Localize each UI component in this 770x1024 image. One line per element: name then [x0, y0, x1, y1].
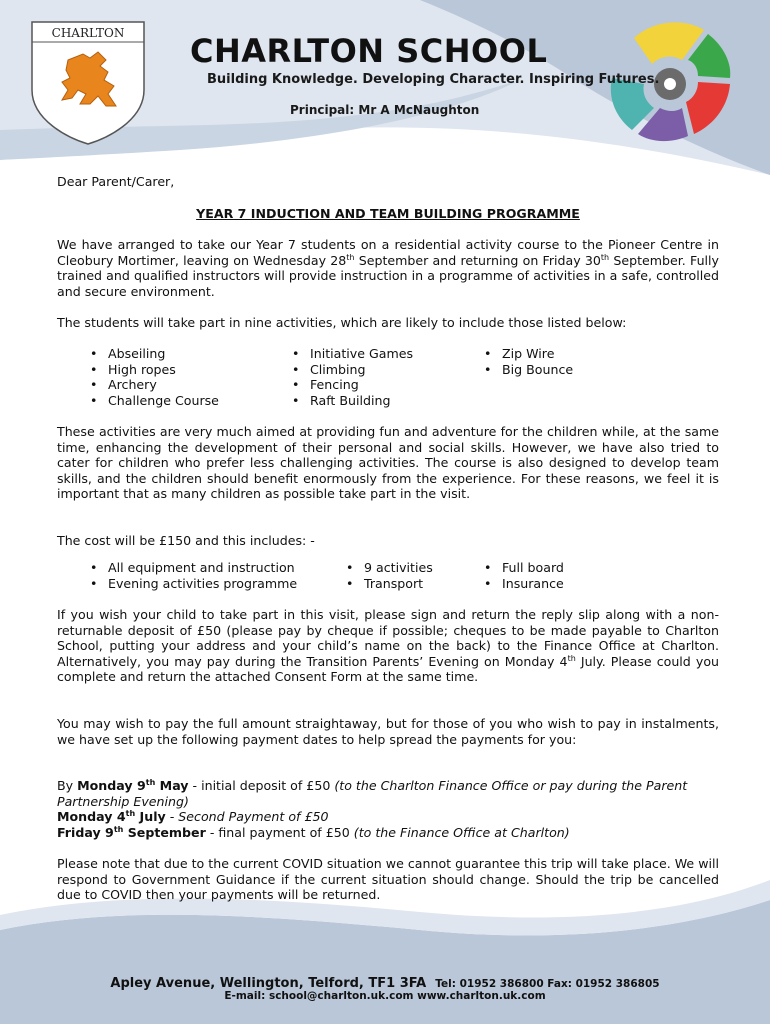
school-name: CHARLTON SCHOOL [190, 32, 548, 70]
activities-list-3 [482, 346, 573, 377]
list-item: • Insurance [482, 576, 564, 592]
includes-list-1 [88, 560, 297, 591]
letter-heading: YEAR 7 INDUCTION AND TEAM BUILDING PROGRAMME [196, 206, 580, 221]
includes-list-3 [482, 560, 564, 591]
list-item: • Evening activities programme [88, 576, 297, 592]
list-item: • Full board [482, 560, 564, 576]
footer-phone: Tel: 01952 386800 Fax: 01952 386805 [435, 978, 660, 990]
salutation: Dear Parent/Carer, [57, 174, 175, 189]
list-item: • Zip Wire [482, 346, 573, 362]
list-item: • Climbing [290, 362, 413, 378]
list-item: • Fencing [290, 377, 413, 393]
footer-address-line [0, 976, 770, 991]
paragraph-instalments: You may wish to pay the full amount straightaway, but for those of you who wish to pay in instalments, we have set up the following payment dates to help spread the payments for you: [57, 716, 719, 747]
paragraph-intro: We have arranged to take our Year 7 students on a residential activity course to the Pioneer Centre in Cleobury Mortimer, leaving on Wednesday 28th September and returning on Friday 30th September. Fully trained and qualified instructors will provide instruction in a programme of activities in a safe, controlled and secure environment. [57, 237, 719, 299]
paragraph-reply: If you wish your child to take part in this visit, please sign and return the reply slip along with a non-returnable deposit of £50 (please pay by cheque if possible; cheques to be made payable to Charlton School, putting your address and your child’s name on the back) to the Finance Office at Charlton. Alternatively, you may pay during the Transition Parents’ Evening on Monday 4th July. Please could you complete and return the attached Consent Form at the same time. [57, 607, 720, 685]
list-item: • 9 activities [344, 560, 433, 576]
includes-list-2 [344, 560, 433, 591]
list-item: • Big Bounce [482, 362, 573, 378]
school-crest-logo [28, 20, 148, 145]
paragraph-cost: The cost will be £150 and this includes: - [57, 533, 315, 548]
list-item: • Abseiling [88, 346, 219, 362]
paragraph-activities-intro: The students will take part in nine activities, which are likely to include those listed below: [57, 315, 627, 330]
activities-list-1 [88, 346, 219, 408]
principal-name: Principal: Mr A McNaughton [290, 103, 480, 117]
list-item: • Archery [88, 377, 219, 393]
list-item: • High ropes [88, 362, 219, 378]
payment-line-2: Monday 4th July - Second Payment of £50 [57, 809, 329, 825]
paragraph-covid: Please note that due to the current COVID situation we cannot guarantee this trip will take place. We will respond to Government Guidance if the current situation should change. Should the trip be cancelled due to COVID then your payments will be returned. [57, 856, 719, 903]
list-item: • All equipment and instruction [88, 560, 297, 576]
payment-line-3: Friday 9th September - final payment of £50 (to the Finance Office at Charlton) [57, 824, 570, 840]
activities-list-2 [290, 346, 413, 408]
payment-line-1: By Monday 9th May - initial deposit of £50 (to the Charlton Finance Office or pay during the Parent Partnership Evening) [57, 777, 688, 809]
school-tagline: Building Knowledge. Developing Character. Inspiring Futures. [207, 72, 660, 87]
list-item: • Challenge Course [88, 393, 219, 409]
list-item: • Raft Building [290, 393, 413, 409]
list-item: • Initiative Games [290, 346, 413, 362]
list-item: • Transport [344, 576, 433, 592]
footer-email: E-mail: school@charlton.uk.com www.charlton.uk.com [224, 990, 546, 1002]
paragraph-aims: These activities are very much aimed at providing fun and adventure for the children while, at the same time, enhancing the development of their personal and social skills. However, we have also tried to cater for children who prefer less challenging activities. The course is also designed to develop team skills, and the children should benefit enormously from the experience. For these reasons, we feel it is important that as many children as possible take part in the visit. [57, 424, 719, 502]
footer-address: Apley Avenue, Wellington, Telford, TF1 3FA [110, 976, 427, 991]
payment-schedule [57, 778, 719, 840]
crest-label: CHARLTON [51, 26, 125, 40]
